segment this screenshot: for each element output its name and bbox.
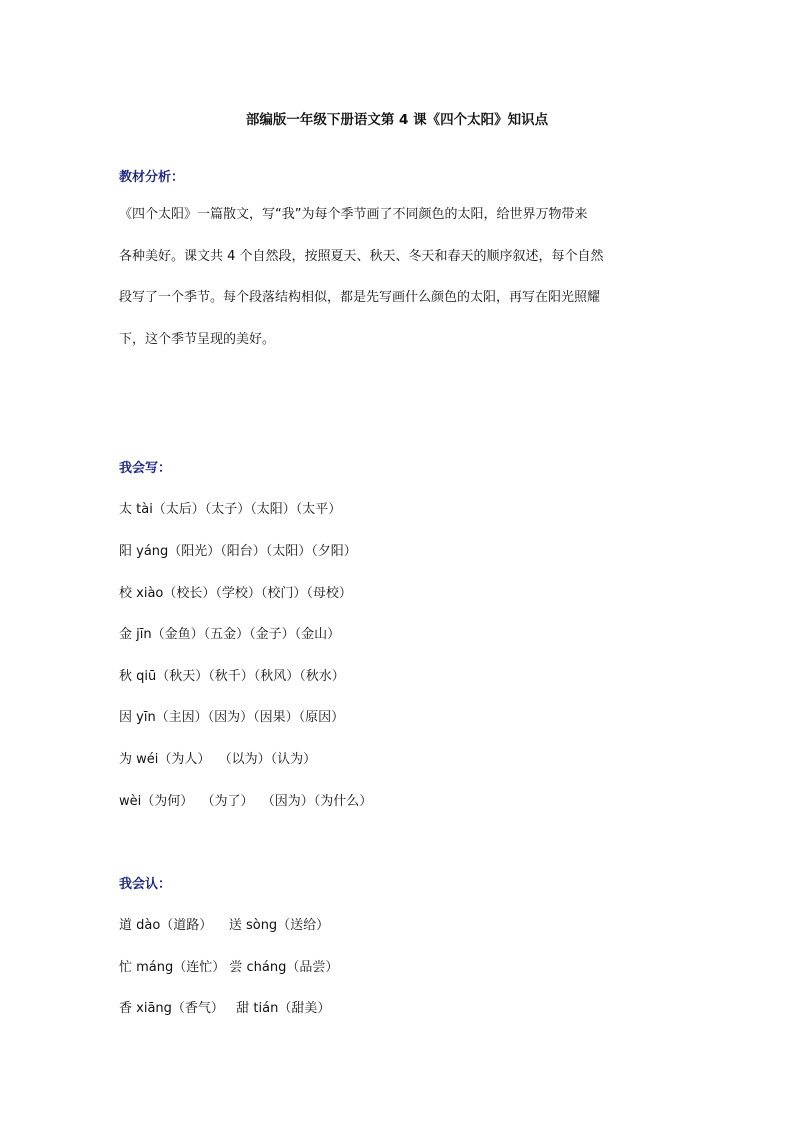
- analysis-line: 段写了一个季节。每个段落结构相似，都是先写画什么颜色的太阳，再写在阳光照耀: [119, 290, 601, 305]
- recognize-item: 道 dào（道路） 送 sòng（送给）: [119, 918, 330, 933]
- page-title: 部编版一年级下册语文第 4 课《四个太阳》知识点: [245, 112, 549, 128]
- analysis-heading: 教材分析：: [119, 170, 185, 185]
- write-item: 秋 qiū（秋天）（秋千）（秋风）（秋水）: [119, 669, 345, 684]
- write-item: wèi（为何） （为了） （因为）（为什么）: [119, 794, 373, 809]
- analysis-line: 下，这个季节呈现的美好。: [119, 331, 276, 347]
- recognize-item: 忙 máng（连忙） 尝 cháng（品尝）: [119, 960, 339, 975]
- write-heading: 我会写：: [119, 461, 172, 476]
- write-item: 为 wéi（为人） （以为）（认为）: [119, 752, 317, 767]
- write-item: 金 jīn（金鱼）（五金）（金子）（金山）: [119, 627, 341, 642]
- analysis-line: 各种美好。课文共 4 个自然段，按照夏天、秋天、冬天和春天的顺序叙述，每个自然: [119, 248, 604, 264]
- recognize-heading: 我会认：: [119, 877, 172, 892]
- analysis-line: 《四个太阳》一篇散文，写“我”为每个季节画了不同颜色的太阳，给世界万物带来: [119, 207, 588, 222]
- recognize-item: 香 xiāng（香气） 甜 tián（甜美）: [119, 1001, 331, 1016]
- write-item: 太 tài（太后）（太子）（太阳）（太平）: [119, 502, 342, 517]
- write-item: 阳 yáng（阳光）（阳台）（太阳）（夕阳）: [119, 544, 357, 559]
- analysis-paragraph: [119, 194, 679, 360]
- write-item: 校 xiào（校长）（学校）（校门）（母校）: [119, 586, 352, 601]
- write-item: 因 yīn（主因）（因为）（因果）（原因）: [119, 710, 345, 725]
